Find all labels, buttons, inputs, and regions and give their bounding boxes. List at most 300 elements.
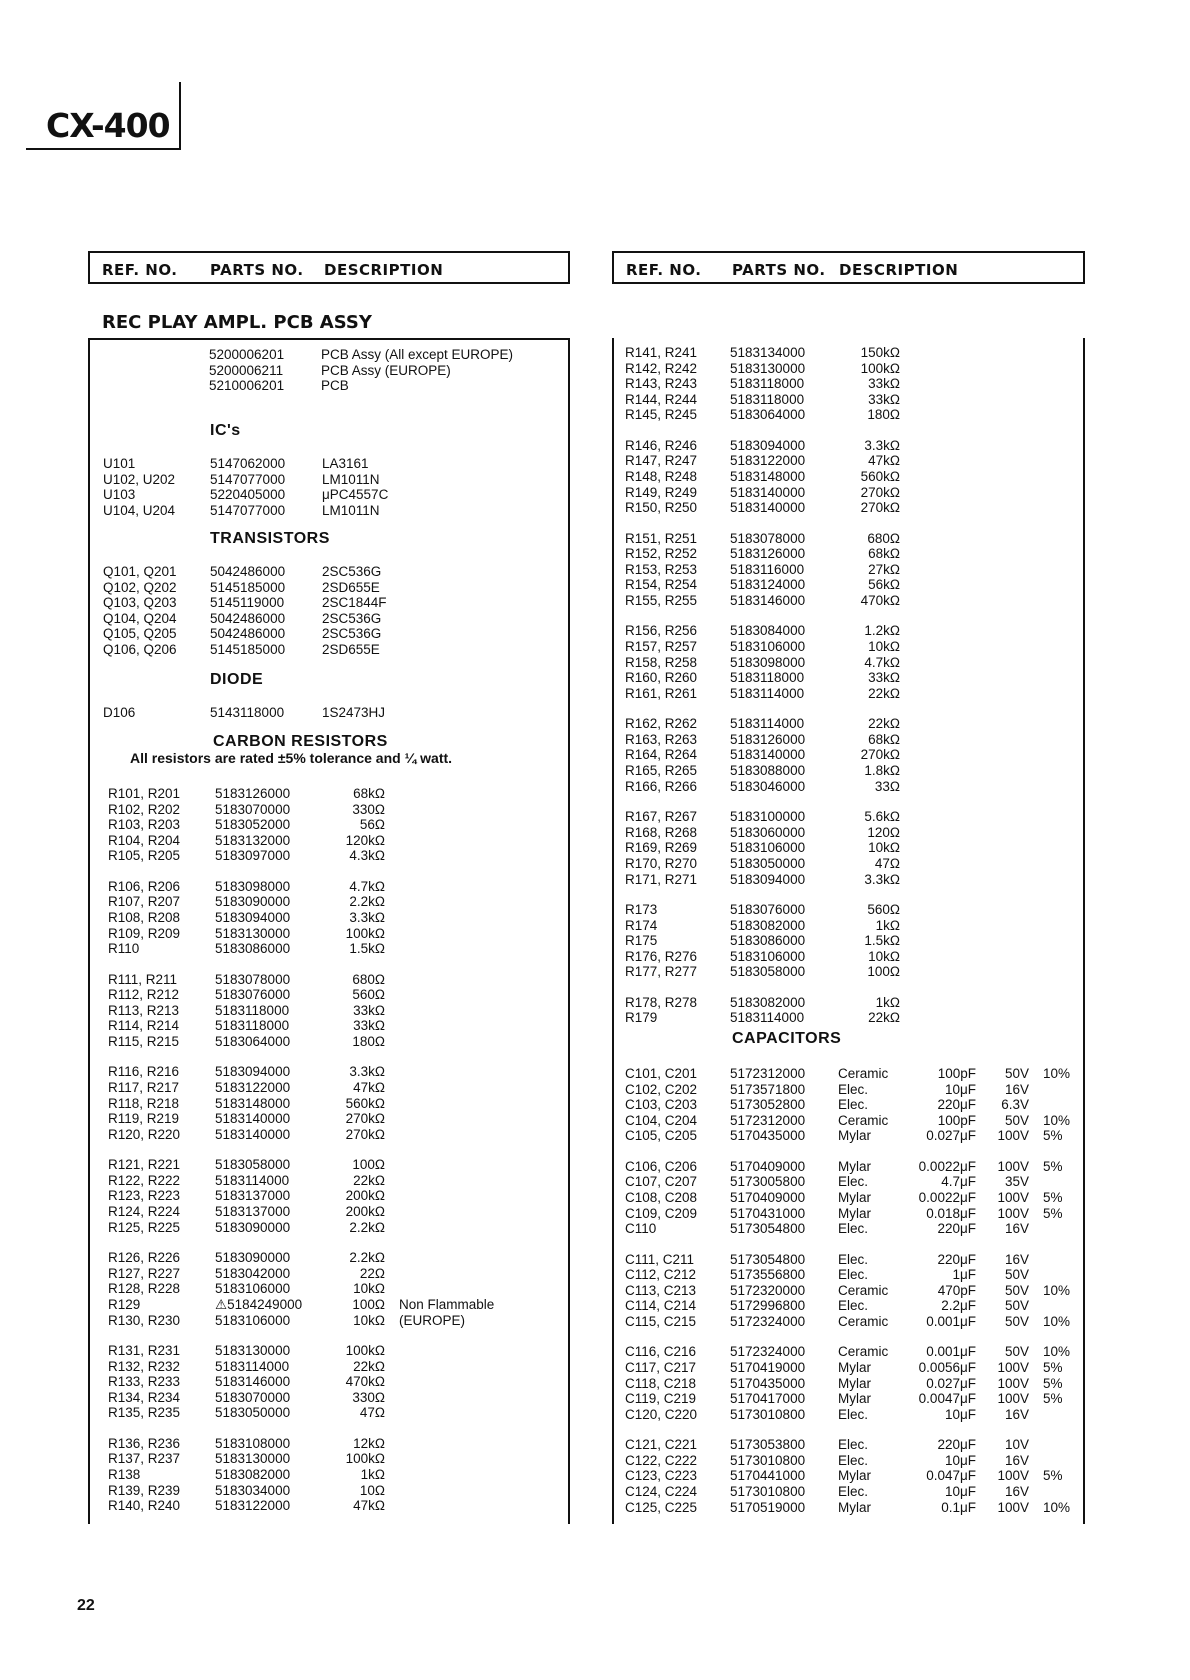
ref-no: R116, R216 [108,1064,180,1080]
ref-no: R123, R223 [108,1188,181,1204]
resistor-row-right [0,593,1190,609]
capacitor-row [0,1221,1190,1237]
value: 10kΩ [868,639,900,655]
part-number: 5042486000 [210,610,286,626]
ref-no: R167, R267 [625,809,698,825]
value: 10kΩ [868,840,900,856]
value: 22kΩ [868,1010,900,1026]
capacitor-row [0,1314,1190,1330]
tolerance: 5% [1043,1158,1063,1174]
part-number: 5183106000 [215,1281,291,1297]
value: 470pF [937,1282,976,1298]
capacitor-row [0,1500,1190,1516]
capacitor-row [0,1298,1190,1314]
part-number: 5143118000 [210,705,285,720]
part-number: 5183052000 [215,817,291,833]
value: 47Ω [874,855,900,871]
part-number: 5183130000 [215,925,291,941]
value: 470kΩ [860,593,900,609]
page-number: 22 [77,1597,95,1614]
value: 560Ω [352,987,385,1003]
value: 3.3kΩ [864,871,900,887]
part-number: 5183094000 [730,437,806,453]
resistor-row-right [0,453,1190,469]
part-number: 5183140000 [730,500,806,516]
value: 22kΩ [868,685,900,701]
part-number: 5183137000 [215,1204,291,1220]
value: 100Ω [352,1157,385,1173]
cap-type: Elec. [838,1097,869,1113]
ref-no: R141, R241 [625,345,698,360]
part-number: 5173010800 [730,1452,806,1468]
value: 1kΩ [875,994,900,1010]
cap-type: Ceramic [838,1112,889,1128]
ref-no: Q103, Q203 [103,595,177,611]
part-number: 5183140000 [215,1111,291,1127]
part-number: 5183114000 [730,1010,805,1026]
part-number: 5172312000 [730,1112,806,1128]
value: 10μF [944,1081,976,1097]
value: 47Ω [359,1405,385,1421]
ref-no: R139, R239 [108,1482,181,1498]
voltage: 16V [1004,1452,1029,1468]
part-number: 5183094000 [215,910,291,926]
description: LM1011N [322,502,380,518]
ref-no: R171, R271 [625,871,698,887]
part-number: 5183118000 [730,670,805,686]
header-ref-no-right: REF. NO. [626,261,702,279]
ref-no: R151, R251 [625,530,698,546]
ref-no: C121, C221 [625,1437,698,1453]
ref-no: C110 [625,1221,657,1237]
part-number: 5183118000 [730,391,805,407]
part-number: 5147062000 [210,456,286,471]
voltage: 6.3V [1001,1097,1029,1113]
ref-no: R117, R217 [108,1080,180,1096]
value: 220μF [937,1097,976,1113]
capacitor-row [0,1159,1190,1175]
cap-type: Elec. [838,1174,869,1190]
ref-no: R176, R276 [625,948,698,964]
part-number: 5173005800 [730,1174,806,1190]
ref-no: C116, C216 [625,1344,697,1360]
transistor-heading: TRANSISTORS [210,530,330,547]
ref-no: R120, R220 [108,1126,181,1142]
capacitor-row [0,1174,1190,1190]
value: 22kΩ [868,716,900,732]
tolerance: 5% [1043,1128,1063,1144]
part-number: 5183098000 [730,654,806,670]
resistor-row-right [0,485,1190,501]
resistor-row-right [0,469,1190,485]
ref-no: R107, R207 [108,894,181,910]
part-number: 5172324000 [730,1314,806,1330]
voltage: 50V [1004,1282,1029,1298]
value: 68kΩ [353,786,385,801]
description: LA3161 [322,456,369,471]
ref-no: C120, C220 [625,1406,698,1422]
voltage: 100V [997,1360,1029,1376]
ref-no: R166, R266 [625,778,698,794]
value: 270kΩ [860,747,900,763]
part-number: 5147077000 [210,502,286,518]
cap-type: Mylar [838,1375,871,1391]
value: 100Ω [352,1296,385,1312]
part-number: 5183046000 [730,778,806,794]
ref-no: R119, R219 [108,1111,180,1127]
ref-no: R162, R262 [625,716,698,732]
ref-no: R115, R215 [108,1034,180,1050]
part-number: 5200006201 [209,347,285,362]
ref-no: C123, C223 [625,1468,698,1484]
resistor-row-right [0,1010,1190,1026]
ref-no: U102, U202 [103,471,176,487]
value: 22Ω [359,1265,385,1281]
part-number: 5170409000 [730,1190,806,1206]
capacitor-row [0,1082,1190,1098]
value: 200kΩ [345,1188,385,1204]
part-number: 5183118000 [215,1002,290,1018]
part-number: 5183148000 [215,1095,291,1111]
header-parts-no: PARTS NO. [210,261,304,279]
ref-no: R125, R225 [108,1219,181,1235]
description: PCB [321,378,349,394]
part-number: 5183108000 [215,1435,291,1451]
value: 1μF [952,1267,976,1283]
cap-type: Mylar [838,1128,871,1144]
part-number: 5183106000 [730,948,806,964]
value: 0.1μF [941,1499,976,1515]
resistor-row-right [0,562,1190,578]
cap-type: Mylar [838,1391,871,1407]
resistor-row-right [0,732,1190,748]
ref-no: R147, R247 [625,453,698,469]
ref-no: R142, R242 [625,360,698,376]
capacitor-row [0,1391,1190,1407]
value: 33kΩ [353,1018,385,1034]
ref-no: U101 [103,456,136,471]
value: 47kΩ [353,1498,385,1514]
part-number: 5183106000 [730,840,806,856]
resistor-row-right [0,639,1190,655]
ref-no: C115, C215 [625,1314,697,1330]
value: 4.7kΩ [864,654,900,670]
part-number: 5183082000 [730,917,806,933]
value: 4.3kΩ [349,848,385,864]
description: 2SC536G [322,564,382,579]
header-description-right: DESCRIPTION [839,261,959,279]
capacitor-row [0,1190,1190,1206]
voltage: 16V [1004,1221,1029,1237]
ref-no: R143, R243 [625,376,698,392]
ref-no: R118, R218 [108,1095,180,1111]
value: 100Ω [867,964,900,980]
value: 3.3kΩ [349,1064,385,1080]
ref-no: R170, R270 [625,855,698,871]
voltage: 100V [997,1128,1029,1144]
part-number: 5183124000 [730,577,806,593]
part-number: 5183148000 [730,469,806,485]
value: 0.018μF [926,1205,976,1221]
part-number: 5183118000 [730,376,805,392]
tolerance: 10% [1043,1499,1071,1515]
part-number: 5183100000 [730,809,806,825]
value: 220μF [937,1221,976,1237]
resistor-row-right [0,964,1190,980]
value: 220μF [937,1251,976,1267]
ref-no: R108, R208 [108,910,181,926]
part-number: 5183140000 [215,1126,291,1142]
part-number: 5183106000 [730,639,806,655]
voltage: 100V [997,1391,1029,1407]
value: 0.0022μF [918,1158,976,1174]
part-number: 5183122000 [215,1498,291,1514]
part-number: 5183070000 [215,801,291,817]
value: 12kΩ [353,1435,385,1451]
value: 560Ω [867,901,900,917]
value: 5.6kΩ [864,809,900,825]
voltage: 100V [997,1499,1029,1515]
value: 56Ω [359,817,385,833]
ref-no: C108, C208 [625,1190,698,1206]
description: μPC4557C [322,487,389,503]
part-number: 5183126000 [730,731,806,747]
ref-no: C105, C205 [625,1128,698,1144]
description: 1S2473HJ [322,705,386,720]
ref-no: R103, R203 [108,817,181,833]
value: 1.8kΩ [864,763,900,779]
cap-type: Elec. [838,1484,869,1500]
value: 270kΩ [345,1126,385,1142]
part-number: 5183086000 [730,933,806,949]
part-number: 5172320000 [730,1282,806,1298]
voltage: 50V [1004,1344,1029,1360]
value: 47kΩ [868,453,900,469]
ref-no: R163, R263 [625,731,698,747]
ref-no: R140, R240 [108,1498,181,1514]
value: 33kΩ [353,1002,385,1018]
part-number: 5183090000 [215,894,291,910]
ref-no: R158, R258 [625,654,698,670]
header-ref-no: REF. NO. [102,261,178,279]
voltage: 100V [997,1205,1029,1221]
part-number: 5183086000 [215,941,291,957]
part-number: 5183058000 [730,964,806,980]
cap-type: Mylar [838,1468,871,1484]
part-number: 5210006201 [209,378,285,394]
resistor-row-right [0,686,1190,702]
resistor-row-right [0,779,1190,795]
part-number: 5183114000 [730,685,805,701]
value: 120kΩ [345,832,385,848]
value: 0.0022μF [918,1190,976,1206]
value: 3.3kΩ [349,910,385,926]
voltage: 100V [997,1468,1029,1484]
part-number: 5183132000 [215,832,291,848]
ref-no: R169, R269 [625,840,698,856]
capacitor-row [0,1360,1190,1376]
value: 100kΩ [345,1342,385,1358]
ref-no: R133, R233 [108,1374,181,1390]
ref-no: R146, R246 [625,437,698,453]
ref-no: R179 [625,1010,658,1026]
part-number: 5183090000 [215,1219,291,1235]
part-number: 5173010800 [730,1484,806,1500]
voltage: 50V [1004,1267,1029,1283]
part-number: 5183064000 [730,407,806,423]
value: 100kΩ [345,1451,385,1467]
value: 330Ω [352,1389,385,1405]
cap-type: Mylar [838,1499,871,1515]
ref-no: R149, R249 [625,484,698,500]
resistor-row-right [0,345,1190,361]
part-number: 5183140000 [730,747,806,763]
voltage: 100V [997,1158,1029,1174]
value: 10μF [944,1452,976,1468]
part-number: 5042486000 [210,564,286,579]
resistor-row-right [0,546,1190,562]
part-number: 5170435000 [730,1375,806,1391]
capacitor-row [0,1252,1190,1268]
value: 2.2kΩ [349,1219,385,1235]
resistor-row-right [0,933,1190,949]
value: 270kΩ [860,484,900,500]
value: 22kΩ [353,1358,385,1374]
part-number: 5172324000 [730,1344,806,1360]
part-number: 5183076000 [730,901,806,917]
resistor-row-right [0,918,1190,934]
value: 560kΩ [345,1095,385,1111]
ref-no: R122, R222 [108,1172,181,1188]
ref-no: C103, C203 [625,1097,698,1113]
value: 2.2kΩ [349,1250,385,1266]
ref-no: U103 [103,487,136,503]
value: 330Ω [352,801,385,817]
part-number: 5183130000 [215,1451,291,1467]
capacitor-row [0,1344,1190,1360]
description: 2SD655E [322,579,380,595]
part-number: 5183082000 [215,1466,291,1482]
tolerance: 10% [1043,1314,1071,1330]
value: 0.001μF [926,1344,976,1360]
resistor-row-right [0,856,1190,872]
ref-no: U104, U204 [103,502,176,518]
ref-no: C106, C206 [625,1158,698,1174]
value: 220μF [937,1437,976,1453]
value: 560kΩ [860,469,900,485]
cap-type: Elec. [838,1452,869,1468]
resistor-row-right [0,577,1190,593]
tolerance: 5% [1043,1468,1063,1484]
value: 68kΩ [868,546,900,562]
part-number: 5183090000 [215,1250,291,1266]
description: PCB Assy (All except EUROPE) [321,347,514,362]
cap-type: Ceramic [838,1282,889,1298]
resistor-row-right [0,392,1190,408]
value: 33kΩ [868,391,900,407]
part-number: 5173052800 [730,1097,806,1113]
ref-no: R131, R231 [108,1342,181,1358]
ref-no: R130, R230 [108,1312,181,1328]
value: 4.7μF [941,1174,976,1190]
ref-no: R153, R253 [625,561,698,577]
ref-no: C102, C202 [625,1081,698,1097]
part-number: ⚠5184249000 [215,1296,303,1312]
ref-no: R156, R256 [625,623,698,639]
header-description: DESCRIPTION [324,261,444,279]
part-number: 5183050000 [215,1405,291,1421]
part-number: 5183116000 [730,561,805,577]
capacitor-row [0,1453,1190,1469]
part-number: 5183126000 [215,786,291,801]
value: 120Ω [867,824,900,840]
resistor-row [0,1034,570,1050]
ref-no: D106 [103,705,136,720]
ref-no: R128, R228 [108,1281,181,1297]
value: 10kΩ [353,1312,385,1328]
value: 0.0056μF [918,1360,976,1376]
value: 0.0047μF [918,1391,976,1407]
resistor-row-right [0,902,1190,918]
capacitor-row [0,1113,1190,1129]
ref-no: C109, C209 [625,1205,698,1221]
ref-no: R121, R221 [108,1157,181,1173]
part-number: 5173054800 [730,1221,806,1237]
part-number: 5183088000 [730,763,806,779]
value: 3.3kΩ [864,437,900,453]
voltage: 16V [1004,1081,1029,1097]
cap-type: Elec. [838,1437,869,1453]
capacitors-heading: CAPACITORS [732,1030,842,1047]
ref-no: R168, R268 [625,824,698,840]
tolerance: 5% [1043,1190,1063,1206]
ref-no: R126, R226 [108,1250,181,1266]
ref-no: R152, R252 [625,546,698,562]
ref-no: R175 [625,933,658,949]
value: 4.7kΩ [349,878,385,894]
part-number: 5170419000 [730,1360,806,1376]
voltage: 10V [1004,1437,1029,1453]
resistor-row-right [0,840,1190,856]
part-number: 5183070000 [215,1389,291,1405]
resistor-row-right [0,670,1190,686]
capacitor-row [0,1376,1190,1392]
part-number: 5183130000 [215,1342,291,1358]
part-number: 5147077000 [210,471,286,487]
part-number: 5183130000 [730,360,806,376]
ref-no: R177, R277 [625,964,698,980]
value: 33kΩ [868,376,900,392]
value: 270kΩ [860,500,900,516]
capacitor-row [0,1283,1190,1299]
cap-type: Mylar [838,1190,871,1206]
ref-no: R155, R255 [625,593,698,609]
cap-type: Elec. [838,1251,869,1267]
cap-type: Elec. [838,1267,869,1283]
ref-no: R165, R265 [625,763,698,779]
part-number: 5183064000 [215,1034,291,1050]
ref-no: C114, C214 [625,1298,697,1314]
value: 1.2kΩ [864,623,900,639]
voltage: 35V [1004,1174,1029,1190]
part-number: 5183114000 [215,1358,290,1374]
ref-no: C122, C222 [625,1452,698,1468]
part-number: 5183126000 [730,546,806,562]
value: 2.2μF [941,1298,976,1314]
value: 68kΩ [868,731,900,747]
ref-no: C107, C207 [625,1174,698,1190]
resistor-row-right [0,623,1190,639]
